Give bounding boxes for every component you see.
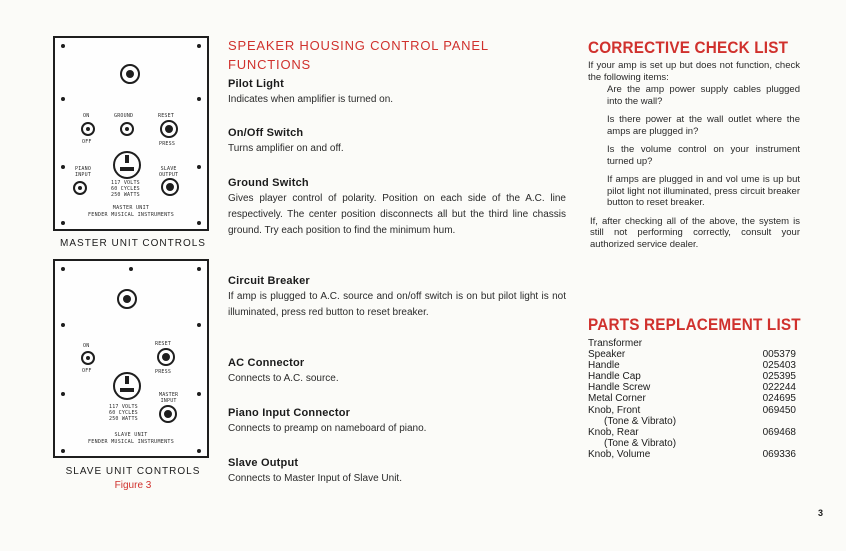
part-row [588, 393, 800, 404]
screw-icon [197, 392, 201, 396]
part-name: (Tone & Vibrato) [604, 415, 677, 427]
pilot-light-icon [117, 289, 137, 309]
part-name: Handle Cap [588, 371, 641, 383]
function-text: Connects to Master Input of Slave Unit. [228, 473, 402, 484]
part-number: 005379 [762, 349, 796, 361]
part-name: Speaker [588, 349, 626, 361]
check-list-title: CORRECTIVE CHECK LIST [588, 38, 789, 57]
function-heading: Pilot Light [228, 78, 284, 90]
function-piano-input-connector [228, 406, 566, 437]
screw-icon [61, 449, 65, 453]
function-text: Indicates when amplifier is turned on. [228, 94, 394, 105]
function-heading: Piano Input Connector [228, 407, 351, 419]
on-off-switch-icon [81, 351, 95, 365]
corrective-check-list [588, 38, 800, 257]
screw-icon [197, 449, 201, 453]
ac-connector-icon [113, 151, 141, 179]
master-input-label: MASTER INPUT [159, 392, 179, 404]
part-number: 069450 [762, 404, 796, 416]
power-rating-label: 117 VOLTS 60 CYCLES 250 WATTS [109, 404, 138, 422]
screw-icon [129, 267, 133, 271]
screw-icon [197, 44, 201, 48]
ground-switch-icon [120, 122, 134, 136]
function-heading: Slave Output [228, 457, 299, 469]
on-label: ON [83, 113, 90, 119]
part-row [588, 360, 800, 371]
pilot-light-icon [120, 64, 140, 84]
screw-icon [61, 44, 65, 48]
screw-icon [61, 165, 65, 169]
part-name: Transformer [588, 338, 643, 349]
function-heading: Circuit Breaker [228, 275, 310, 287]
master-input-jack-icon [161, 407, 175, 421]
part-number: 025403 [762, 360, 796, 372]
screw-icon [197, 267, 201, 271]
page-number: 3 [818, 508, 824, 518]
slave-output-jack-icon [163, 180, 177, 194]
screw-icon [197, 97, 201, 101]
ac-connector-icon [113, 372, 141, 400]
function-text: If amp is plugged to A.C. source and on/off switch is on but pilot light is not illuminated, press red button to reset breaker. [228, 291, 566, 318]
part-row [588, 338, 800, 349]
piano-input-connector-icon [73, 181, 87, 195]
part-name: Metal Corner [588, 393, 646, 405]
screw-icon [197, 165, 201, 169]
master-unit-panel-drawing [53, 36, 209, 231]
part-row [588, 416, 800, 427]
parts-list-title: PARTS REPLACEMENT LIST [588, 315, 801, 334]
screw-icon [197, 323, 201, 327]
power-rating-label: 117 VOLTS 60 CYCLES 250 WATTS [111, 180, 140, 198]
function-text: Turns amplifier on and off. [228, 143, 344, 154]
control-panel-title [228, 36, 566, 74]
off-label: OFF [82, 139, 92, 145]
part-row [588, 449, 800, 460]
screw-icon [61, 392, 65, 396]
part-row [588, 382, 800, 393]
screw-icon [61, 267, 65, 271]
master-unit-caption: MASTER UNIT CONTROLS [60, 238, 206, 249]
press-label: PRESS [159, 141, 176, 147]
screw-icon [61, 221, 65, 225]
function-on-off-switch [228, 126, 566, 157]
figure-label: Figure 3 [114, 480, 152, 491]
part-row [588, 427, 800, 438]
check-item: Is the volume control on your instrument turned up? [607, 144, 800, 167]
part-row [588, 349, 800, 360]
slave-brand-plate: SLAVE UNIT FENDER MUSICAL INSTRUMENTS [87, 432, 175, 445]
ground-label: GROUND [114, 113, 134, 119]
part-row [588, 438, 800, 449]
function-heading: Ground Switch [228, 177, 309, 189]
part-number [796, 338, 800, 349]
part-row [588, 371, 800, 382]
part-name: (Tone & Vibrato) [604, 437, 677, 449]
part-row [588, 405, 800, 416]
master-brand-plate: MASTER UNIT FENDER MUSICAL INSTRUMENTS [87, 205, 175, 218]
function-heading: AC Connector [228, 357, 305, 369]
function-pilot-light [228, 77, 566, 108]
function-text: Connects to A.C. source. [228, 373, 339, 384]
circuit-breaker-icon [162, 122, 176, 136]
slave-unit-caption: SLAVE UNIT CONTROLS [65, 466, 201, 477]
check-item: If amps are plugged in and vol ume is up but pilot light not illuminated, press circuit breaker button to reset breaker. [607, 174, 800, 208]
title-line-1: SPEAKER HOUSING CONTROL PANEL [228, 38, 489, 53]
slave-unit-panel-drawing [53, 259, 209, 458]
check-item: If, after checking all of the above, the system is still not performing correctly, consult your authorized service dealer. [590, 215, 800, 250]
part-number: 069468 [762, 426, 796, 438]
off-label: OFF [82, 368, 92, 374]
piano-input-label: PIANO INPUT [75, 166, 92, 178]
function-slave-output [228, 456, 566, 487]
press-label: PRESS [155, 369, 172, 375]
part-name: Handle Screw [588, 382, 651, 394]
check-list-intro: If your amp is set up but does not function, check the following items: [588, 60, 800, 83]
part-name: Knob, Volume [588, 448, 651, 460]
part-number [796, 438, 800, 449]
function-heading: On/Off Switch [228, 127, 304, 139]
screw-icon [61, 323, 65, 327]
function-ac-connector [228, 356, 566, 387]
function-circuit-breaker [228, 274, 566, 321]
parts-replacement-list [588, 338, 800, 460]
part-name: Knob, Front [588, 404, 641, 416]
function-ground-switch [228, 176, 566, 239]
part-number: 024695 [762, 393, 796, 405]
check-item: Are the amp power supply cables plugged into the wall? [607, 84, 800, 107]
title-line-2: FUNCTIONS [228, 57, 312, 72]
function-text: Gives player control of polarity. Position on each side of the A.C. line respectively. The center position disconnects all but the third line chassis ground. Try each position to find the minimum hum. [228, 193, 566, 236]
reset-label: RESET [158, 113, 175, 119]
part-name: Knob, Rear [588, 426, 639, 438]
circuit-breaker-icon [159, 350, 173, 364]
slave-output-label: SLAVE OUTPUT [159, 166, 179, 178]
screw-icon [197, 221, 201, 225]
check-item: Is there power at the wall outlet where the amps are plugged in? [607, 114, 800, 137]
part-number: 069336 [762, 448, 796, 460]
on-off-switch-icon [81, 122, 95, 136]
part-number [796, 416, 800, 427]
on-label: ON [83, 343, 90, 349]
function-text: Connects to preamp on nameboard of piano. [228, 423, 427, 434]
part-number: 022244 [762, 382, 796, 394]
part-number: 025395 [762, 371, 796, 383]
reset-label: RESET [155, 341, 172, 347]
part-name: Handle [588, 360, 620, 372]
screw-icon [61, 97, 65, 101]
